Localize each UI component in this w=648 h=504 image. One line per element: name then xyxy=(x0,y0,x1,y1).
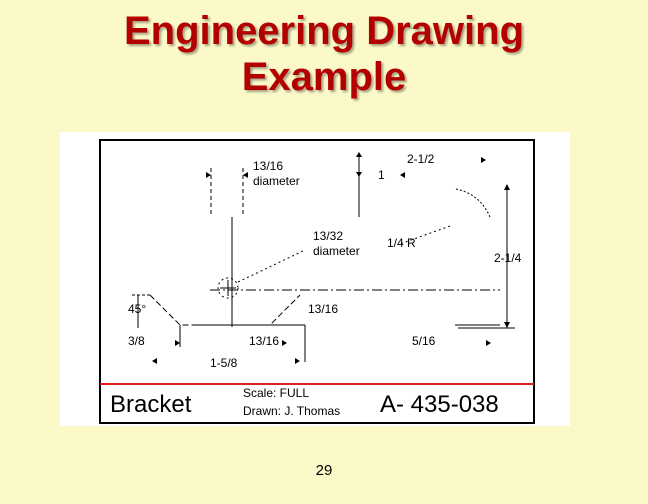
slide-title-line-1: Engineering Drawing xyxy=(123,9,525,53)
drawing-number: A- 435-038 xyxy=(380,391,499,418)
engineering-drawing xyxy=(60,132,570,426)
dim-top-width: 2-1/2 xyxy=(407,152,435,166)
arrow-top-2 xyxy=(356,172,362,177)
dim-right-offset: 5/16 xyxy=(412,334,436,348)
hole-leader xyxy=(238,250,305,282)
drawn-by-text: Drawn: J. Thomas xyxy=(243,404,341,418)
dim-radius: 1/4 R xyxy=(387,236,416,250)
slide-title-line-2: Example xyxy=(241,55,407,99)
dim-chamfer: 13/16 xyxy=(308,302,339,316)
dim-left-offset: 3/8 xyxy=(128,334,145,348)
dim-hole-large-diameter-word: diameter xyxy=(313,244,360,258)
arrow-offset xyxy=(400,172,405,178)
arrow-overall-left xyxy=(152,358,157,364)
scale-text: Scale: FULL xyxy=(243,386,310,400)
radius-arc xyxy=(456,189,490,217)
drawing-canvas xyxy=(60,132,570,426)
dim-overall-left: 1-5/8 xyxy=(210,356,238,370)
dim-hole-large-diameter: 13/32 xyxy=(313,229,344,243)
page-number: 29 xyxy=(315,462,333,479)
arrow-width-right xyxy=(481,157,486,163)
drawing-border xyxy=(100,140,534,423)
dim-hole-small-diameter: 13/16 xyxy=(253,159,284,173)
arrow-right-offset xyxy=(486,340,491,346)
part-name: Bracket xyxy=(110,391,192,418)
part-outline xyxy=(150,295,300,325)
arrow-height-top xyxy=(504,184,510,190)
dim-center-spacing: 13/16 xyxy=(249,334,280,348)
dim-hole-small-diameter-word: diameter xyxy=(253,174,300,188)
arrow-height-bottom xyxy=(504,322,510,328)
dim-top-offset: 1 xyxy=(378,168,385,182)
slide-title xyxy=(0,8,648,100)
arrow-diameter-left xyxy=(206,172,211,178)
dim-angle: 45° xyxy=(128,302,147,316)
arrow-spacing xyxy=(282,340,287,346)
arrow-top-1 xyxy=(356,152,362,157)
dim-height: 2-1/4 xyxy=(494,251,522,265)
arrow-left-offset xyxy=(175,340,180,346)
arrow-diameter-right xyxy=(243,172,248,178)
arrow-overall-right xyxy=(295,358,300,364)
